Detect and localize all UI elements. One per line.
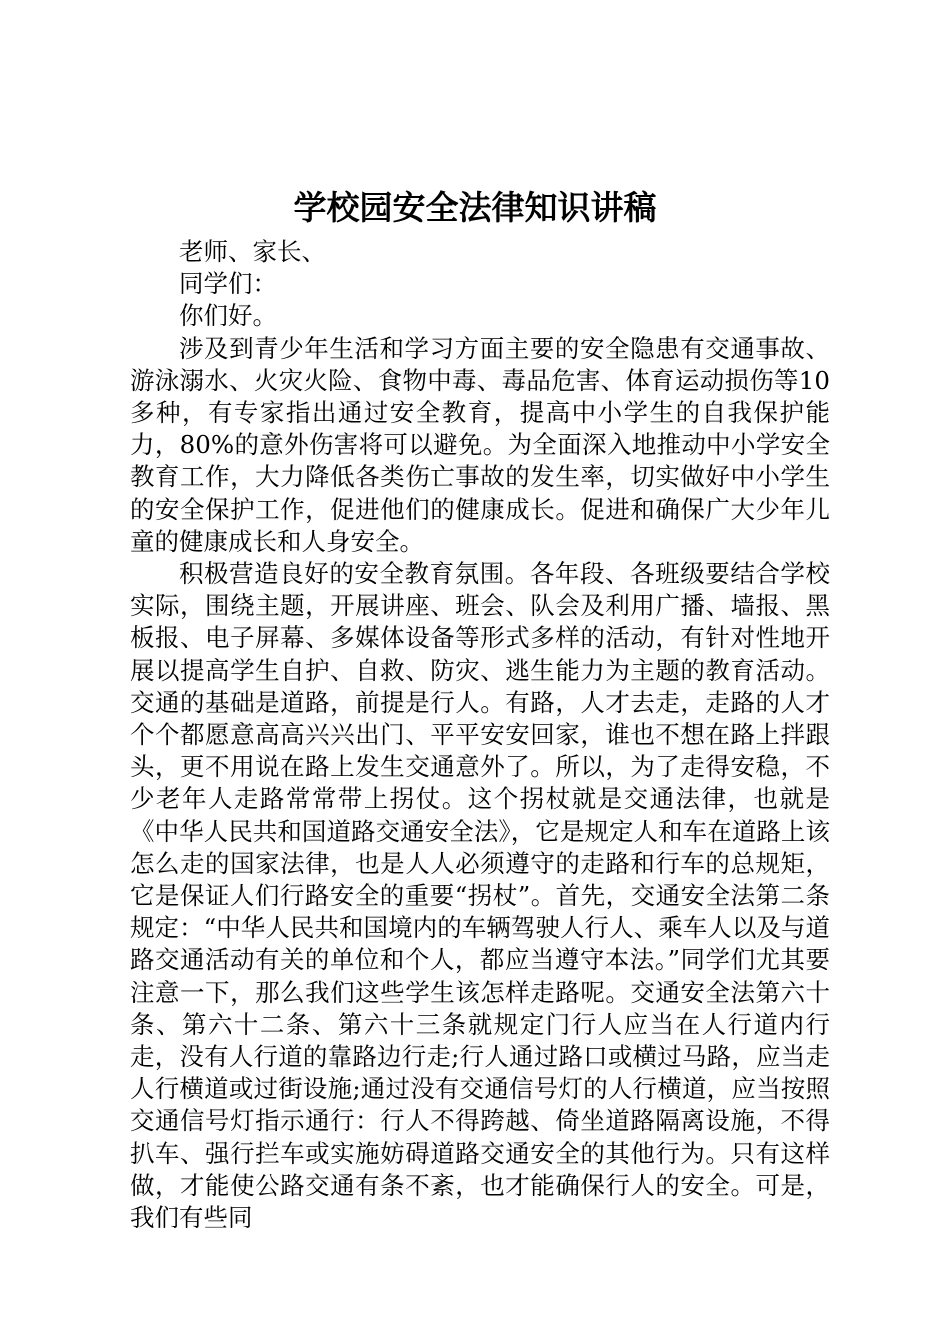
body-paragraph-1: 涉及到青少年生活和学习方面主要的安全隐患有交通事故、游泳溺水、火灾火险、食物中毒、毒品危害、体育运动损伤等10多种，有专家指出通过安全教育，提高中小学生的自我保护能力，80%的意外伤害将可以避免。为全面深入地推动中小学安全教育工作，大力降低各类伤亡事故的发生率，切实做好中小学生的安全保护工作，促进他们的健康成长。促进和确保广大少年儿童的健康成长和人身安全。 xyxy=(130,333,830,556)
body-paragraph-2: 积极营造良好的安全教育氛围。各年段、各班级要结合学校实际，围绕主题，开展讲座、班会、队会及利用广播、墙报、黑板报、电子屏幕、多媒体设备等形式多样的活动，有针对性地开展以提高学生自护、自救、防灾、逃生能力为主题的教育活动。交通的基础是道路，前提是行人。有路，人才去走，走路的人才个个都愿意高高兴兴出门、平平安安回家，谁也不想在路上拌跟头，更不用说在路上发生交通意外了。所以，为了走得安稳，不少老年人走路常常带上拐仗。这个拐杖就是交通法律，也就是《中华人民共和国道路交通安全法》，它是规定人和车在道路上该怎么走的国家法律，也是人人必须遵守的走路和行车的总规矩，它是保证人们行路安全的重要“拐杖”。首先，交通安全法第二条规定：“中华人民共和国境内的车辆驾驶人行人、乘车人以及与道路交通活动有关的单位和个人，都应当遵守本法。”同学们尤其要注意一下，那么我们这些学生该怎样走路呢。交通安全法第六十条、第六十二条、第六十三条就规定门行人应当在人行道内行走，没有人行道的靠路边行走;行人通过路口或横过马路，应当走人行横道或过街设施;通过没有交通信号灯的人行横道，应当按照交通信号灯指示通行：行人不得跨越、倚坐道路隔离设施，不得扒车、强行拦车或实施妨碍道路交通安全的其他行为。只有这样做，才能使公路交通有条不紊，也才能确保行人的安全。可是，我们有些同 xyxy=(130,559,830,1233)
document-body xyxy=(130,236,830,1234)
salutation-line-1: 老师、家长、 xyxy=(179,237,326,266)
greeting-line: 你们好。 xyxy=(179,301,277,331)
salutation-line-2: 同学们： xyxy=(179,269,277,299)
document-title: 学校园安全法律知识讲稿 xyxy=(293,188,657,227)
